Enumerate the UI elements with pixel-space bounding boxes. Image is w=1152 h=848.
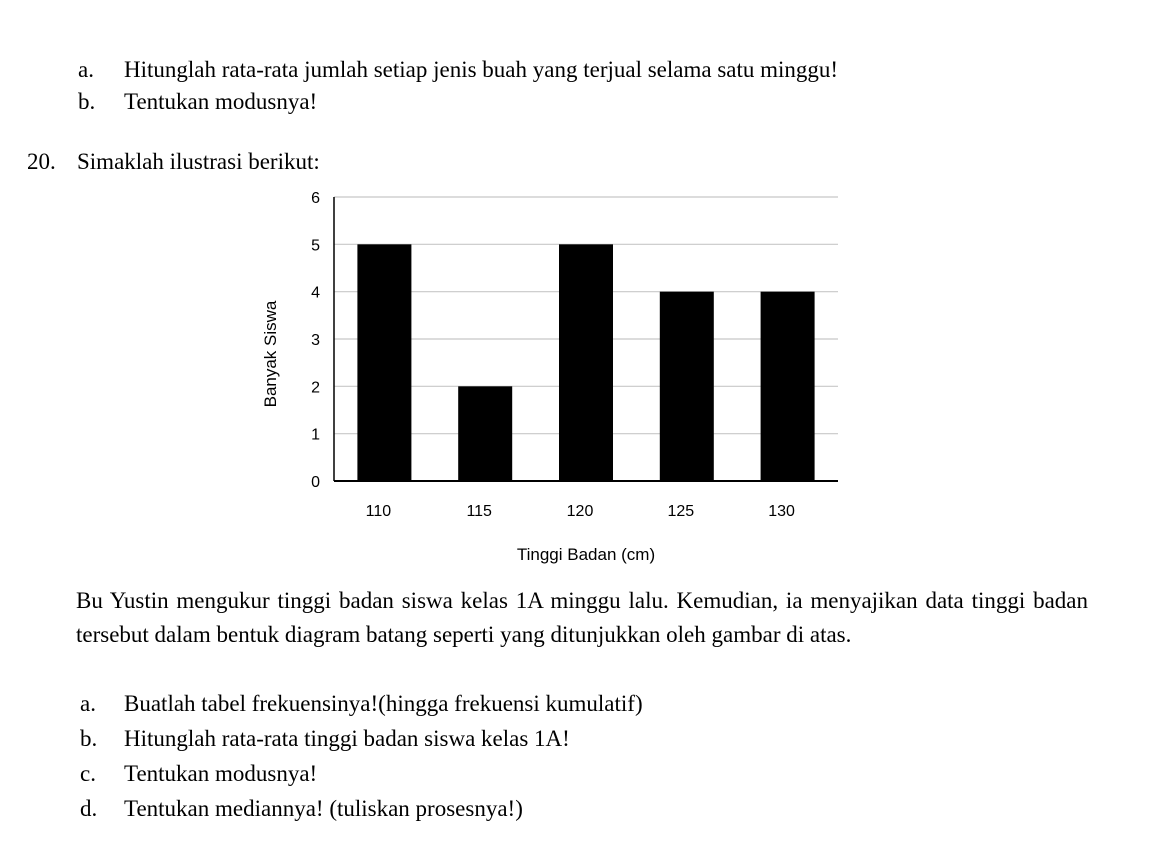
x-tick-label: 110 bbox=[365, 503, 392, 520]
bar-chart bbox=[250, 185, 850, 570]
x-tick-label: 120 bbox=[566, 503, 594, 520]
bottom-item-d-text: Tentukan mediannya! (tuliskan prosesnya!) bbox=[124, 796, 523, 821]
question-paragraph: Bu Yustin mengukur tinggi badan siswa kelas 1A minggu lalu. Kemudian, ia menyajikan data tinggi badan tersebut dalam bentuk diagram batang seperti yang ditunjukkan oleh gambar di atas. bbox=[76, 588, 1088, 647]
top-item-a-text: Hitunglah rata-rata jumlah setiap jenis buah yang terjual selama satu minggu! bbox=[124, 57, 839, 82]
bar bbox=[559, 244, 613, 481]
bar bbox=[458, 386, 512, 481]
bottom-item-d-marker: d. bbox=[80, 796, 98, 821]
bottom-item-a-text: Buatlah tabel frekuensinya!(hingga frekuensi kumulatif) bbox=[124, 691, 643, 716]
x-tick-label: 130 bbox=[768, 503, 795, 520]
y-tick-label: 2 bbox=[311, 379, 320, 397]
x-tick-label: 115 bbox=[466, 503, 492, 520]
question-number: 20. bbox=[27, 149, 56, 174]
y-axis-title: Banyak Siswa bbox=[261, 300, 280, 408]
bar bbox=[761, 292, 815, 481]
y-tick-label: 4 bbox=[311, 284, 320, 302]
y-tick-label: 0 bbox=[311, 474, 320, 491]
question-text: Simaklah ilustrasi berikut: bbox=[77, 149, 320, 174]
bar bbox=[660, 292, 714, 481]
top-item-b-text: Tentukan modusnya! bbox=[124, 89, 318, 114]
top-item-a-marker: a. bbox=[78, 57, 94, 82]
y-tick-label: 5 bbox=[311, 237, 320, 255]
bottom-item-b-marker: b. bbox=[80, 726, 98, 751]
bottom-item-c-text: Tentukan modusnya! bbox=[124, 761, 318, 786]
top-item-b-marker: b. bbox=[78, 89, 96, 114]
bar bbox=[357, 244, 411, 481]
x-tick-label: 125 bbox=[667, 503, 695, 520]
x-axis-title: Tinggi Badan (cm) bbox=[516, 545, 656, 564]
bottom-item-a-marker: a. bbox=[80, 691, 96, 716]
bottom-item-c-marker: c. bbox=[80, 761, 96, 786]
y-tick-label: 6 bbox=[311, 190, 320, 207]
y-tick-label: 3 bbox=[311, 332, 320, 349]
y-tick-label: 1 bbox=[311, 426, 320, 444]
bottom-item-b-text: Hitunglah rata-rata tinggi badan siswa kelas 1A! bbox=[124, 726, 570, 751]
